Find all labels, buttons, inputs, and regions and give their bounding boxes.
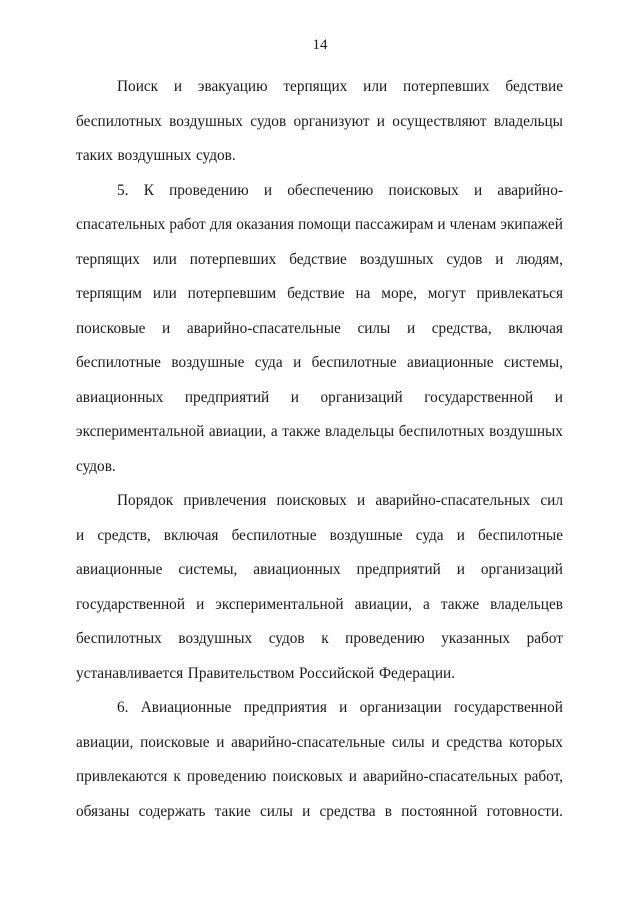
text-line: Поиск и эвакуацию терпящих или потерпевших бедствие <box>117 78 563 95</box>
paragraph <box>76 486 563 693</box>
text-line: авиационные системы, авиационных предприятий и организаций <box>76 561 563 578</box>
text-line: обязаны содержать такие силы и средства в постоянной готовности. <box>76 802 563 820</box>
paragraph <box>76 693 563 831</box>
text-line: спасательных работ для оказания помощи пассажирам и членам экипажей <box>76 216 563 233</box>
text-line: беспилотных воздушных судов к проведению указанных работ <box>76 630 563 647</box>
text-line: авиации, поисковые и аварийно-спасательные силы и средства которых <box>76 733 563 751</box>
text-line: терпящих или потерпевших бедствие воздушных судов и людям, <box>76 250 563 268</box>
text-line: поисковые и аварийно-спасательные силы и средства, включая <box>76 319 563 337</box>
paragraph <box>76 176 563 487</box>
text-line: государственной и экспериментальной авиации, а также владельцев <box>76 595 563 613</box>
text-line: терпящим или потерпевшим бедствие на море, могут привлекаться <box>76 285 563 302</box>
paragraph <box>76 72 563 176</box>
text-line: экспериментальной авиации, а также владельцы беспилотных воздушных <box>76 423 563 440</box>
text-line: беспилотные воздушные суда и беспилотные авиационные системы, <box>76 354 563 371</box>
text-line: 5. К проведению и обеспечению поисковых и аварийно- <box>117 181 563 199</box>
text-line: устанавливается Правительством Российской Федерации. <box>76 664 456 682</box>
text-line: 6. Авиационные предприятия и организации государственной <box>117 699 563 716</box>
page-number: 14 <box>312 37 328 53</box>
text-line: и средств, включая беспилотные воздушные суда и беспилотные <box>76 526 563 544</box>
document-body <box>76 72 563 831</box>
text-line: Порядок привлечения поисковых и аварийно-спасательных сил <box>117 492 563 509</box>
text-line: таких воздушных судов. <box>76 147 236 164</box>
text-line: беспилотных воздушных судов организуют и осуществляют владельцы <box>76 112 563 130</box>
text-line: привлекаются к проведению поисковых и аварийно-спасательных работ, <box>76 768 563 785</box>
text-line: судов. <box>76 457 116 475</box>
text-line: авиационных предприятий и организаций государственной и <box>76 388 563 406</box>
